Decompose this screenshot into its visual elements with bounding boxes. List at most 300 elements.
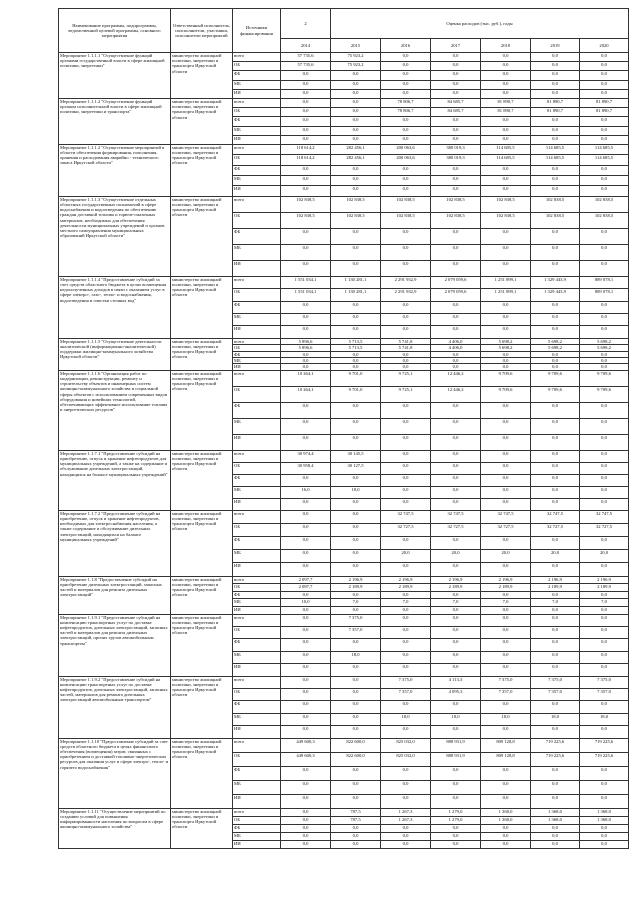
amount-cell: 0,0 — [481, 126, 531, 135]
amount-cell: 81 890,7 — [580, 108, 629, 117]
amount-cell: 0,0 — [331, 165, 381, 175]
amount-cell: 0,0 — [580, 228, 629, 244]
amount-cell: 0,0 — [431, 402, 481, 418]
amount-cell: 9 701,0 — [331, 386, 381, 402]
amount-cell: 0,0 — [531, 126, 580, 135]
amount-cell: 102 838,5 — [281, 196, 331, 212]
amount-cell: 1 368,0 — [481, 808, 531, 816]
amount-cell: 0,0 — [531, 651, 580, 663]
funding-source: ФБ — [233, 351, 281, 357]
amount-cell: 102 838,5 — [431, 196, 481, 212]
amount-cell: 0,0 — [531, 186, 580, 196]
amount-cell: 0,0 — [381, 301, 431, 313]
amount-cell: 0,0 — [580, 62, 629, 71]
table-row — [59, 276, 629, 288]
amount-cell: 0,0 — [381, 726, 431, 738]
amount-cell: 0,0 — [431, 260, 481, 276]
amount-cell: 0,0 — [580, 53, 629, 62]
amount-cell: 0,0 — [481, 71, 531, 80]
table-row — [59, 370, 629, 386]
amount-cell: 0,0 — [431, 301, 481, 313]
amount-cell: 0,0 — [281, 780, 331, 794]
amount-cell: 0,0 — [531, 766, 580, 780]
funding-source: ОБ — [233, 212, 281, 228]
amount-cell: 10,0 — [281, 599, 331, 607]
amount-cell: 0,0 — [431, 639, 481, 651]
amount-cell: 0,0 — [580, 126, 629, 135]
amount-cell: 0,0 — [431, 832, 481, 840]
amount-cell: 0,0 — [431, 462, 481, 474]
amount-cell: 2 189,9 — [431, 584, 481, 592]
amount-cell: 9 709,6 — [531, 370, 580, 386]
amount-cell: 0,0 — [281, 832, 331, 840]
amount-cell: 102 838,5 — [381, 196, 431, 212]
amount-cell: 449 600,3 — [281, 752, 331, 766]
measure-name: Мероприятие 1.1.1.2 "Осуществление мероприятий в области обеспечения формирования, пополнения, хранения и расходования аварийно - технического запаса Иркутской области" — [59, 144, 171, 196]
amount-cell: 0,0 — [531, 563, 580, 576]
budget-table-page — [58, 8, 628, 849]
amount-cell: 0,0 — [481, 117, 531, 126]
amount-cell: 0,0 — [281, 607, 331, 615]
amount-cell: 0,0 — [381, 794, 431, 808]
amount-cell: 889 078,1 — [580, 276, 629, 288]
amount-cell: 0,0 — [481, 301, 531, 313]
amount-cell: 0,0 — [431, 80, 481, 89]
amount-cell: 0,0 — [331, 766, 381, 780]
amount-cell: 2 196,9 — [580, 576, 629, 584]
amount-cell: 0,0 — [431, 351, 481, 357]
amount-cell: 9 709,6 — [481, 370, 531, 386]
amount-cell: 0,0 — [381, 591, 431, 599]
amount-cell: 7 357,0 — [580, 688, 629, 700]
measure-name: Мероприятие 1.1.1.4 "Предоставление субсидий за счет средств областного бюджета в целях возмещения недополученных доходов в связи с оказанием услуг в сфере электро-, газо-, тепло- и водоснабжения, водоотведения и очистки сточных вод" — [59, 276, 171, 338]
amount-cell: 0,0 — [281, 498, 331, 510]
funding-source: ИИ — [233, 563, 281, 576]
amount-cell: 5 741,8 — [381, 338, 431, 344]
amount-cell: 0,0 — [381, 607, 431, 615]
amount-cell: 0,0 — [331, 71, 381, 80]
amount-cell: 0,0 — [481, 498, 531, 510]
amount-cell: 2 196,9 — [481, 576, 531, 584]
amount-cell: 81 890,7 — [580, 98, 629, 107]
amount-cell: 0,0 — [281, 314, 331, 326]
amount-cell: 57 735,6 — [281, 62, 331, 71]
amount-cell: 0,0 — [531, 450, 580, 462]
amount-cell: 5 741,8 — [381, 345, 431, 351]
amount-cell: 0,0 — [431, 176, 481, 186]
amount-cell: 18,0 — [381, 713, 431, 725]
amount-cell: 32 747,5 — [580, 510, 629, 523]
amount-cell: 0,0 — [281, 108, 331, 117]
amount-cell: 0,0 — [580, 824, 629, 832]
amount-cell: 18,0 — [531, 713, 580, 725]
funding-source: ОБ — [233, 816, 281, 824]
amount-cell: 0,0 — [331, 89, 381, 98]
amount-cell: 0,0 — [281, 402, 331, 418]
amount-cell: 0,0 — [531, 176, 580, 186]
amount-cell: 0,0 — [481, 165, 531, 175]
amount-cell: 0,0 — [331, 701, 381, 713]
amount-cell: 0,0 — [580, 701, 629, 713]
funding-source: всего — [233, 576, 281, 584]
amount-cell: 18,0 — [431, 713, 481, 725]
responsible-executor: министерство жилищной политики, энергетики и транспорта Иркутской области — [171, 808, 233, 848]
responsible-executor: министерство жилищной политики, энергетики и транспорта Иркутской области — [171, 53, 233, 99]
amount-cell: 0,0 — [281, 301, 331, 313]
amount-cell: 118 614,2 — [281, 144, 331, 154]
amount-cell: 9 709,6 — [580, 386, 629, 402]
amount-cell: 0,0 — [381, 260, 431, 276]
amount-cell: 0,0 — [580, 450, 629, 462]
amount-cell: 0,0 — [381, 537, 431, 550]
table-row — [59, 808, 629, 816]
amount-cell: 0,0 — [381, 89, 431, 98]
amount-cell: 0,0 — [580, 607, 629, 615]
amount-cell: 0,0 — [431, 614, 481, 626]
amount-cell: 0,0 — [331, 176, 381, 186]
amount-cell: 0,0 — [481, 62, 531, 71]
responsible-executor: министерство жилищной политики, энергетики и транспорта Иркутской области — [171, 338, 233, 370]
amount-cell: 0,0 — [381, 176, 431, 186]
amount-cell: 0,0 — [281, 523, 331, 536]
funding-source: всего — [233, 510, 281, 523]
amount-cell: 0,0 — [381, 832, 431, 840]
amount-cell: 0,0 — [331, 591, 381, 599]
funding-source: ИИ — [233, 260, 281, 276]
amount-cell: 0,0 — [580, 627, 629, 639]
amount-cell: 0,0 — [481, 824, 531, 832]
amount-cell: 449 600,3 — [281, 738, 331, 752]
amount-cell: 0,0 — [431, 314, 481, 326]
amount-cell: 0,0 — [331, 364, 381, 370]
funding-source: ФБ — [233, 824, 281, 832]
amount-cell: 0,0 — [580, 80, 629, 89]
funding-source: всего — [233, 276, 281, 288]
amount-cell: 0,0 — [531, 840, 580, 848]
amount-cell: 0,0 — [331, 301, 381, 313]
amount-cell: 0,0 — [381, 486, 431, 498]
amount-cell: 0,0 — [531, 62, 580, 71]
amount-cell: 0,0 — [531, 824, 580, 832]
amount-cell: 0,0 — [580, 434, 629, 450]
funding-source: МБ — [233, 126, 281, 135]
amount-cell: 7 375,0 — [381, 676, 431, 688]
amount-cell: 380 019,3 — [431, 155, 481, 165]
amount-cell: 0,0 — [531, 301, 580, 313]
amount-cell: 7 357,0 — [481, 688, 531, 700]
amount-cell: 84 685,7 — [431, 108, 481, 117]
amount-cell: 32 747,5 — [381, 510, 431, 523]
amount-cell: 0,0 — [331, 228, 381, 244]
amount-cell: 825 032,0 — [381, 738, 431, 752]
amount-cell: 282 456,1 — [331, 155, 381, 165]
amount-cell: 0,0 — [531, 135, 580, 144]
funding-source: ОБ — [233, 462, 281, 474]
measure-name: Мероприятие 1.1.7.2 "Предоставление субсидий на приобретение, отпуск и хранение нефтепродуктов, необходимых для электроснабжения населения, а также содержание и обслуживание дизельных электростанций, находящихся на балансе муниципальных учреждений" — [59, 510, 171, 576]
header-year: 2014 — [281, 39, 331, 53]
amount-cell: 0,0 — [481, 351, 531, 357]
amount-cell: 0,0 — [431, 135, 481, 144]
amount-cell: 0,0 — [331, 824, 381, 832]
amount-cell: 0,0 — [481, 639, 531, 651]
amount-cell: 0,0 — [531, 228, 580, 244]
funding-source: ИИ — [233, 89, 281, 98]
amount-cell: 7 375,0 — [331, 614, 381, 626]
funding-source: ОБ — [233, 523, 281, 536]
amount-cell: 7 375,0 — [580, 676, 629, 688]
funding-source: ОБ — [233, 345, 281, 351]
amount-cell: 5 713,5 — [331, 338, 381, 344]
amount-cell: 0,0 — [531, 498, 580, 510]
funding-source: ОБ — [233, 62, 281, 71]
amount-cell: 81 890,7 — [481, 108, 531, 117]
amount-cell: 0,0 — [580, 402, 629, 418]
amount-cell: 1 368,0 — [580, 808, 629, 816]
amount-cell: 0,0 — [531, 537, 580, 550]
responsible-executor: министерство жилищной политики, энергетики и транспорта Иркутской области — [171, 196, 233, 276]
amount-cell: 0,0 — [431, 794, 481, 808]
amount-cell: 57 735,6 — [281, 53, 331, 62]
amount-cell: 0,0 — [281, 726, 331, 738]
amount-cell: 0,0 — [481, 627, 531, 639]
amount-cell: 0,0 — [531, 402, 580, 418]
amount-cell: 30 974,4 — [281, 450, 331, 462]
amount-cell: 0,0 — [481, 794, 531, 808]
amount-cell: 0,0 — [331, 80, 381, 89]
amount-cell: 0,0 — [431, 126, 481, 135]
amount-cell: 0,0 — [381, 53, 431, 62]
amount-cell: 1 267,3 — [381, 808, 431, 816]
amount-cell: 1 279,0 — [431, 816, 481, 824]
header-name: Наименование программы, подпрограммы, ведомственной целевой программы, основного мероприятия — [59, 9, 171, 53]
amount-cell: 0,0 — [431, 53, 481, 62]
funding-source: всего — [233, 738, 281, 752]
amount-cell: 0,0 — [381, 498, 431, 510]
amount-cell: 12 446,2 — [431, 370, 481, 386]
amount-cell: 7 375,0 — [531, 676, 580, 688]
amount-cell: 0,0 — [331, 780, 381, 794]
amount-cell: 0,0 — [331, 664, 381, 676]
amount-cell: 0,0 — [531, 434, 580, 450]
funding-source: ОБ — [233, 155, 281, 165]
amount-cell: 0,0 — [431, 780, 481, 794]
funding-source: МБ — [233, 550, 281, 563]
amount-cell: 4 113,3 — [431, 676, 481, 688]
amount-cell: 2 189,9 — [481, 584, 531, 592]
amount-cell: 5 698,2 — [580, 338, 629, 344]
amount-cell: 719 225,6 — [531, 738, 580, 752]
amount-cell: 0,0 — [481, 563, 531, 576]
amount-cell: 5 698,2 — [580, 345, 629, 351]
amount-cell: 84 685,7 — [431, 98, 481, 107]
amount-cell: 102 838,5 — [281, 212, 331, 228]
amount-cell: 0,0 — [580, 766, 629, 780]
measure-name: Мероприятие 1.1.11 "Осуществление мероприятий по созданию условий для повышения информированности населения по вопросам в сфере жилищно-коммунального хозяйства" — [59, 808, 171, 848]
amount-cell: 0,0 — [531, 627, 580, 639]
amount-cell: 0,0 — [281, 186, 331, 196]
header-year: 2016 — [381, 39, 431, 53]
amount-cell: 0,0 — [580, 117, 629, 126]
amount-cell: 0,0 — [331, 840, 381, 848]
amount-cell: 0,0 — [381, 450, 431, 462]
amount-cell: 7,0 — [481, 599, 531, 607]
funding-source: ФБ — [233, 591, 281, 599]
amount-cell: 0,0 — [481, 80, 531, 89]
amount-cell: 0,0 — [381, 614, 431, 626]
amount-cell: 0,0 — [580, 474, 629, 486]
amount-cell: 0,0 — [281, 228, 331, 244]
amount-cell: 0,0 — [281, 824, 331, 832]
amount-cell: 0,0 — [431, 62, 481, 71]
amount-cell: 9 709,6 — [580, 370, 629, 386]
amount-cell: 0,0 — [531, 614, 580, 626]
amount-cell: 0,0 — [431, 165, 481, 175]
amount-cell: 0,0 — [580, 563, 629, 576]
amount-cell: 0,0 — [580, 794, 629, 808]
amount-cell: 7,0 — [531, 599, 580, 607]
amount-cell: 0,0 — [381, 314, 431, 326]
amount-cell: 0,0 — [580, 244, 629, 260]
funding-source: ФБ — [233, 639, 281, 651]
amount-cell: 0,0 — [481, 89, 531, 98]
table-row — [59, 576, 629, 584]
amount-cell: 0,0 — [381, 326, 431, 338]
funding-source: ИИ — [233, 664, 281, 676]
amount-cell: 0,0 — [281, 71, 331, 80]
amount-cell: 102 838,5 — [580, 212, 629, 228]
amount-cell: 0,0 — [381, 474, 431, 486]
amount-cell: 0,0 — [331, 794, 381, 808]
amount-cell: 0,0 — [531, 260, 580, 276]
amount-cell: 0,0 — [381, 80, 431, 89]
amount-cell: 9 701,0 — [331, 370, 381, 386]
amount-cell: 0,0 — [281, 434, 331, 450]
amount-cell: 0,0 — [331, 832, 381, 840]
amount-cell: 0,0 — [281, 351, 331, 357]
amount-cell: 114 685,5 — [580, 144, 629, 154]
amount-cell: 78 806,7 — [381, 108, 431, 117]
amount-cell: 0,0 — [381, 418, 431, 434]
amount-cell: 0,0 — [431, 563, 481, 576]
amount-cell: 0,0 — [331, 260, 381, 276]
amount-cell: 7,0 — [331, 599, 381, 607]
amount-cell: 0,0 — [431, 117, 481, 126]
amount-cell: 0,0 — [531, 80, 580, 89]
amount-cell: 114 685,5 — [481, 155, 531, 165]
amount-cell: 18,0 — [331, 486, 381, 498]
funding-source: МБ — [233, 418, 281, 434]
amount-cell: 7 357,0 — [381, 688, 431, 700]
amount-cell: 0,0 — [281, 688, 331, 700]
amount-cell: 0,0 — [431, 701, 481, 713]
funding-source: ФБ — [233, 301, 281, 313]
amount-cell: 0,0 — [531, 71, 580, 80]
amount-cell: 7 375,0 — [481, 676, 531, 688]
funding-source: ОБ — [233, 627, 281, 639]
amount-cell: 32 727,5 — [580, 523, 629, 536]
amount-cell: 0,0 — [381, 364, 431, 370]
responsible-executor: министерство жилищной политики, энергетики и транспорта Иркутской области — [171, 276, 233, 338]
amount-cell: 0,0 — [331, 523, 381, 536]
amount-cell: 7,0 — [580, 599, 629, 607]
funding-source: ИИ — [233, 364, 281, 370]
amount-cell: 0,0 — [481, 701, 531, 713]
amount-cell: 0,0 — [481, 607, 531, 615]
amount-cell: 0,0 — [281, 89, 331, 98]
amount-cell: 0,0 — [431, 418, 481, 434]
amount-cell: 32 727,5 — [481, 523, 531, 536]
amount-cell: 0,0 — [580, 418, 629, 434]
amount-cell: 0,0 — [481, 486, 531, 498]
amount-cell: 75 923,2 — [331, 53, 381, 62]
amount-cell: 1 267,3 — [381, 816, 431, 824]
table-row — [59, 53, 629, 62]
responsible-executor: министерство жилищной политики, энергетики и транспорта Иркутской области — [171, 738, 233, 808]
amount-cell: 2 291 932,9 — [381, 276, 431, 288]
header-responsible: Ответственный исполнитель, соисполнители, участники, исполнители мероприятий — [171, 9, 233, 53]
amount-cell: 0,0 — [381, 71, 431, 80]
amount-cell: 0,0 — [331, 510, 381, 523]
amount-cell: 0,0 — [531, 357, 580, 363]
amount-cell: 809 128,8 — [481, 738, 531, 752]
amount-cell: 0,0 — [281, 651, 331, 663]
measure-name: Мероприятие 1.1.7.1 "Предоставление субсидий на приобретение, отпуск и хранение нефтепродуктов для муниципальных учреждений, а также на содержание и обслуживание дизельных электростанций, находящихся на балансе муниципальных учреждений" — [59, 450, 171, 510]
amount-cell: 0,0 — [580, 314, 629, 326]
funding-source: всего — [233, 676, 281, 688]
header-num: 2 — [281, 9, 331, 39]
measure-name: Мероприятие 1.1.1.6 "Организация работ по модернизации, реконструкции, ремонту и строительству объектов и инженерных систем жилищно-коммунального хозяйства и социальной сферы объектов с использованием современных видов оборудования и новейших технологий, обеспечивающих эффективное использование топлива и энергетических ресурсов" — [59, 370, 171, 450]
amount-cell: 0,0 — [281, 563, 331, 576]
funding-source: ОБ — [233, 688, 281, 700]
funding-source: ОБ — [233, 386, 281, 402]
amount-cell: 4 406,0 — [431, 345, 481, 351]
funding-source: ИИ — [233, 326, 281, 338]
amount-cell: 0,0 — [531, 89, 580, 98]
amount-cell: 719 225,6 — [580, 752, 629, 766]
funding-source: ИИ — [233, 434, 281, 450]
amount-cell: 0,0 — [281, 766, 331, 780]
amount-cell: 0,0 — [381, 840, 431, 848]
amount-cell: 0,0 — [431, 627, 481, 639]
amount-cell: 102 838,5 — [481, 196, 531, 212]
amount-cell: 0,0 — [580, 651, 629, 663]
responsible-executor: министерство жилищной политики, энергетики и транспорта Иркутской области — [171, 370, 233, 450]
amount-cell: 0,0 — [381, 824, 431, 832]
amount-cell: 0,0 — [281, 537, 331, 550]
amount-cell: 5 698,2 — [481, 345, 531, 351]
amount-cell: 0,0 — [381, 462, 431, 474]
amount-cell: 0,0 — [381, 126, 431, 135]
amount-cell: 4 406,0 — [431, 338, 481, 344]
amount-cell: 0,0 — [481, 651, 531, 663]
amount-cell: 2 196,9 — [381, 576, 431, 584]
measure-name: Мероприятие 1.1.9.1 "Предоставление субсидий на компенсацию транспортных услуг по доставке нефтепродуктов, дизельных электростанций, запасных частей и материалов для ремонта дизельных электростанций, прочих грузов автомобильным транспортом" — [59, 614, 171, 676]
amount-cell: 0,0 — [281, 474, 331, 486]
amount-cell: 0,0 — [531, 314, 580, 326]
amount-cell: 102 838,5 — [531, 196, 580, 212]
amount-cell: 2 189,9 — [580, 584, 629, 592]
amount-cell: 2 079 059,6 — [431, 289, 481, 301]
header-costs: Оценка расходов (тыс. руб.), годы — [331, 9, 629, 39]
amount-cell: 0,0 — [481, 402, 531, 418]
amount-cell: 0,0 — [580, 840, 629, 848]
amount-cell: 118 614,2 — [281, 155, 331, 165]
amount-cell: 30 958,4 — [281, 462, 331, 474]
amount-cell: 0,0 — [381, 766, 431, 780]
amount-cell: 719 225,6 — [580, 738, 629, 752]
amount-cell: 0,0 — [431, 726, 481, 738]
header-year: 2015 — [331, 39, 381, 53]
